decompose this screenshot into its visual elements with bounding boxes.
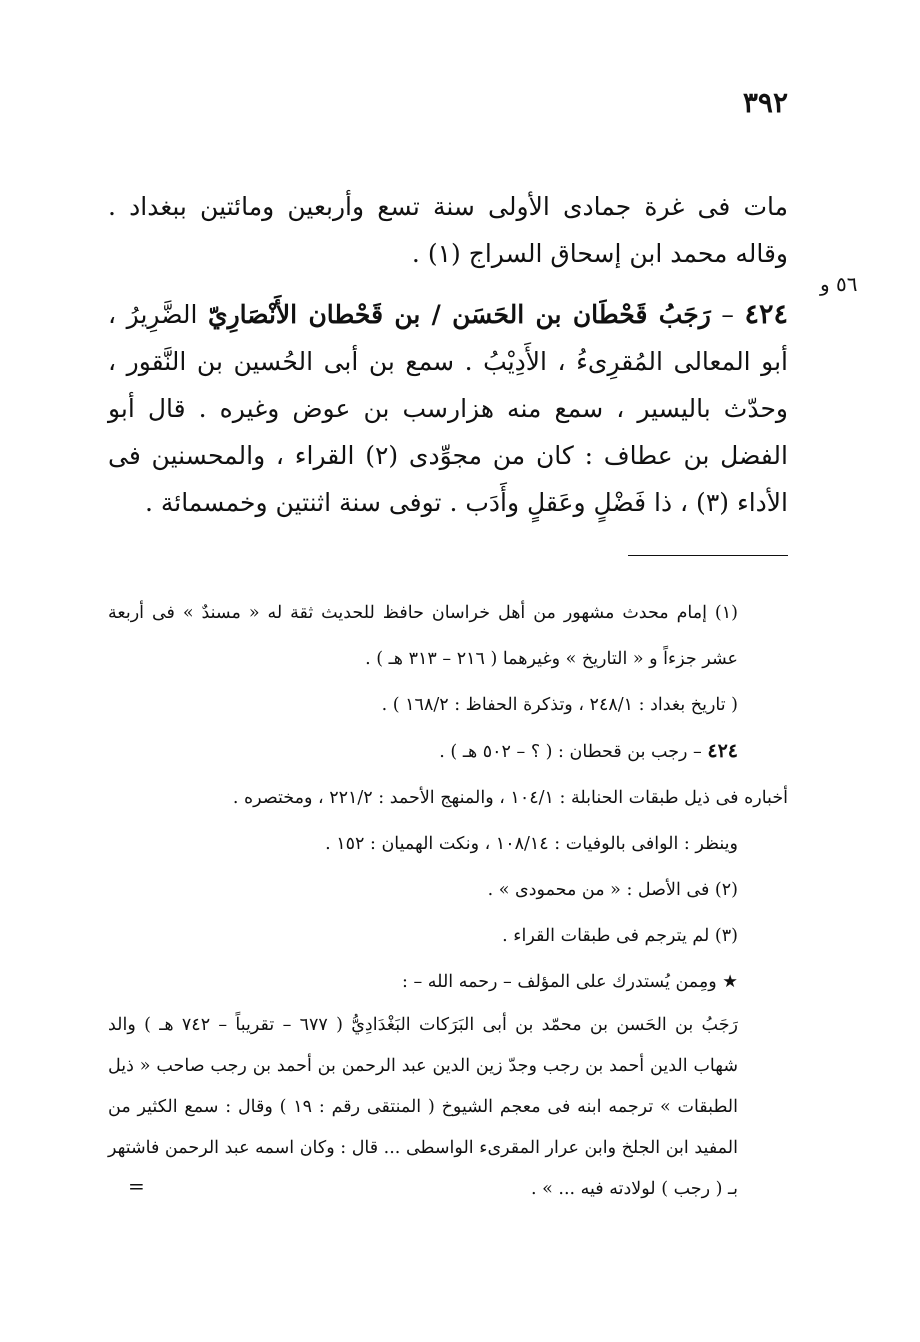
- footnote-divider: [628, 555, 788, 556]
- entry-name: رَجَبُ قَحْطَان بن الحَسَن / بن قَحْطان الأَنْصَارِيّ: [208, 300, 711, 329]
- footnote-1: (١) إمام محدث مشهور من أهل خراسان حافظ للحديث ثقة له « مسندٌ » فى أربعة عشر جزءاً و « التاريخ » وغيرهما ( ٢١٦ – ٣١٣ هـ ) .: [108, 603, 738, 669]
- footnote-1-source: ( تاريخ بغداد : ٢٤٨/١ ، وتذكرة الحفاظ : ١٦٨/٢ ) .: [381, 695, 738, 715]
- margin-folio-note: ٥٦ و: [820, 272, 858, 296]
- footnote-addendum-heading: ★ ومِمن يُستدرك على المؤلف – رحمه الله – :: [402, 972, 738, 992]
- continuation-mark: =: [128, 1174, 145, 1198]
- paragraph-entry-424: [108, 291, 788, 526]
- entry-number: ٤٢٤: [744, 299, 788, 330]
- footnote-2: (٢) فى الأصل : « من محمودى » .: [487, 880, 738, 900]
- footnote-addendum-text: رَجَبُ بن الحَسن بن محمّد بن أبى البَرَكات البَغْدَادِيُّ ( ٦٧٧ – تقريباً – ٧٤٢ هـ ) والد شهاب الدين أحمد بن رجب وجدّ زين الدين عبد الرحمن بن أحمد بن رجب صاحب « ذيل الطبقات » ترجمه ابنه فى معجم الشيوخ ( المنتقى رقم : ١٩ ) وقال : سمع الكثير من المفيد ابن الجلخ وابن عرار المقرىء الواسطى ... قال : وكان اسمه عبد الرحمن فاشتهر بـ ( رجب ) لولادته فيه ... » .: [108, 1015, 738, 1199]
- entry-dash: –: [710, 300, 745, 329]
- paragraph-previous-entry-end: مات فى غرة جمادى الأولى سنة تسع وأربعين ومائتين ببغداد . وقاله محمد ابن إسحاق السراج (١) .: [108, 192, 788, 268]
- page-number: ٣٩٢: [742, 86, 788, 119]
- footnote-entry-see-also: وينظر : الوافى بالوفيات : ١٠٨/١٤ ، ونكت الهميان : ١٥٢ .: [325, 834, 738, 854]
- footnote-entry-sources: أخباره فى ذيل طبقات الحنابلة : ١٠٤/١ ، والمنهج الأحمد : ٢٢١/٢ ، ومختصره .: [232, 788, 788, 808]
- footnote-entry-dates: – رجب بن قحطان : ( ؟ – ٥٠٢ هـ ) .: [439, 742, 708, 762]
- footnotes: [108, 590, 788, 1210]
- entry-text: الضَّرِيرُ ، أبو المعالى المُقرِىءُ ، الأَدِيْبُ . سمع بن أبى الحُسين بن النَّقور ، وحدّث باليسير ، سمع منه هزارسب بن عوض وغيره . قال أبو الفضل بن عطاف : كان من مجوِّدى (٢) القراء ، والمحسنين فى الأداء (٣) ، ذا فَضْلٍ وعَقلٍ وأَدَب . توفى سنة اثنتين وخمسمائة .: [108, 300, 788, 517]
- footnote-3: (٣) لم يترجم فى طبقات القراء .: [502, 926, 738, 946]
- footnote-entry-424: [108, 728, 788, 775]
- footnote-entry-number: ٤٢٤: [707, 740, 738, 762]
